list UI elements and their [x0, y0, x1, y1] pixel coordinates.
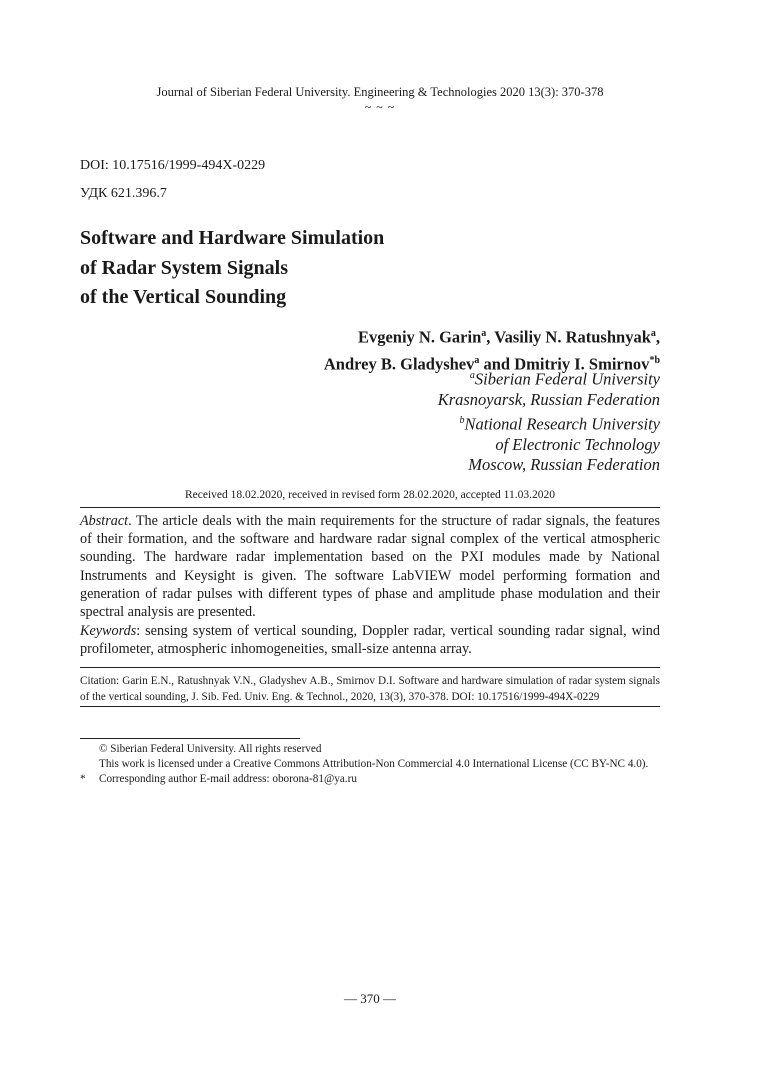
footnote-divider: [80, 738, 300, 739]
doi: DOI: 10.17516/1999-494X-0229: [80, 158, 266, 173]
affiliations: [100, 366, 660, 476]
footnote-copyright: [80, 742, 680, 757]
author-separator: ,: [486, 327, 495, 347]
author-name: Evgeniy N. Garin: [357, 327, 482, 347]
divider: [80, 507, 660, 508]
author-affiliation-mark: a: [481, 328, 487, 339]
footnote-spacer: [80, 757, 99, 772]
header-ornament: ~ ~ ~: [364, 100, 396, 114]
received-dates: Received 18.02.2020, received in revised form 28.02.2020, accepted 11.03.2020: [184, 489, 556, 501]
title-line-1: Software and Hardware Simulation: [80, 227, 385, 249]
citation: Citation: Garin E.N., Ratushnyak V.N., Gladyshev A.B., Smirnov D.I. Software and hardware simulation of radar system signals of the vertical sounding, J. Sib. Fed. Univ. Eng. & Technol., 2020, 13(3), 370-378. DOI: 10.17516/1999-494X-0229: [80, 675, 660, 703]
footnote-license: [80, 757, 680, 772]
affiliation-mark: a: [469, 370, 475, 381]
author-name: Dmitriy I. Smirnov: [514, 354, 650, 373]
footnote-text: Corresponding author E-mail address: oborona-81@ya.ru: [99, 773, 357, 786]
author-affiliation-mark: a: [650, 328, 656, 339]
title-line-2: of Radar System Signals: [80, 256, 288, 279]
keywords-label: Keywords: [80, 623, 137, 639]
footnote-text: This work is licensed under a Creative Commons Attribution-Non Commercial 4.0 International License (CC BY-NC 4.0).: [99, 758, 649, 771]
udk-code: УДК 621.396.7: [80, 186, 167, 201]
abstract-label: Abstract: [80, 513, 129, 529]
keywords-text: : sensing system of vertical sounding, Doppler radar, vertical sounding radar signal, wind profilometer, atmospheric inhomogeneities, small-size antenna array.: [80, 623, 660, 658]
keywords: [80, 622, 660, 658]
author-affiliation-mark: a: [474, 354, 480, 366]
article-title: [80, 224, 384, 313]
footnote-text: © Siberian Federal University. All rights reserved: [99, 743, 322, 755]
title-line-3: of the Vertical Sounding: [80, 286, 287, 308]
abstract-text: . The article deals with the main requirements for the structure of radar signals, the features of their formation, and the software and hardware radar signal complex of the vertical atmospheric sounding. The hardware radar implementation based on the PXI modules made by National Instruments and Keysight is given. The software LabVIEW model performing formation and generation of radar pulses with different types of phase and amplitude phase modulation and their spectral analysis are presented.: [80, 513, 660, 621]
affiliation-mark: b: [459, 414, 465, 426]
page-number: — 370 —: [344, 991, 396, 1006]
footnotes: [80, 742, 680, 788]
affiliation-line: of Electronic Technology: [495, 434, 660, 454]
divider: [80, 667, 660, 668]
affiliation-line: Moscow, Russian Federation: [468, 455, 660, 474]
affiliation-line: [100, 411, 660, 435]
author-separator: ,: [655, 327, 660, 347]
footnote-mark: *: [80, 773, 86, 786]
journal-header: Journal of Siberian Federal University. Engineering & Technologies 2020 13(3): 370-378: [156, 85, 604, 99]
affiliation-text: Siberian Federal University: [474, 369, 660, 389]
divider: [80, 706, 660, 707]
affiliation-line: [100, 366, 660, 390]
author-name: Vasiliy N. Ratushnyak: [494, 327, 651, 347]
affiliation-line: Krasnoyarsk, Russian Federation: [437, 390, 660, 409]
footnote-corresponding: [80, 772, 680, 787]
author-separator: and: [479, 354, 515, 373]
affiliation-text: National Research University: [464, 414, 660, 433]
author-affiliation-mark: *b: [649, 354, 660, 366]
author-line-1: [100, 322, 660, 349]
author-name: Andrey B. Gladyshev: [323, 354, 475, 373]
footnote-spacer: [80, 742, 99, 757]
abstract: [80, 512, 660, 621]
